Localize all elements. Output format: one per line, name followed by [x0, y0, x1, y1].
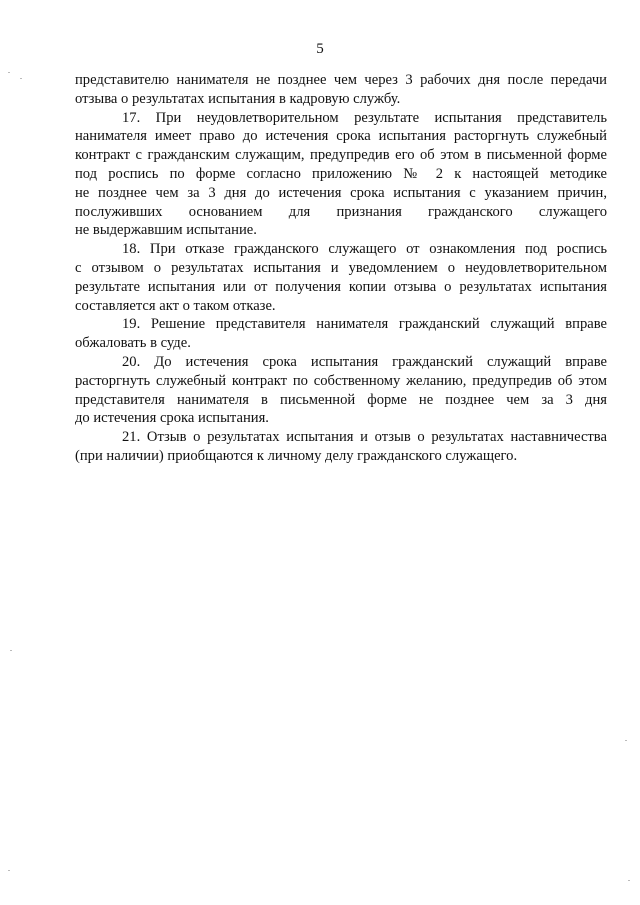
text-line: под роспись по форме согласно приложению № 2 к настоящей методике	[75, 165, 607, 182]
text-line: обжаловать в суде.	[75, 335, 191, 352]
paragraph-18	[75, 240, 607, 315]
text-line: результате испытания или от получения копии отзыва о результатах испытания	[75, 278, 607, 295]
text-line: не позднее чем за 3 дня до истечения срока испытания с указанием причин,	[75, 184, 607, 201]
document-body	[75, 71, 607, 466]
scan-speck	[10, 650, 12, 651]
text-line: представителю нанимателя не позднее чем через 3 рабочих дня после передачи	[75, 72, 607, 88]
scan-speck	[628, 880, 630, 881]
text-line: с отзывом о результатах испытания и уведомлением о неудовлетворительном	[75, 259, 607, 276]
text-line: не выдержавшим испытание.	[75, 222, 257, 239]
scan-speck	[625, 740, 627, 741]
scan-speck	[8, 870, 10, 871]
text-line: 18. При отказе гражданского служащего от ознакомления под роспись	[122, 241, 607, 258]
text-line: расторгнуть служебный контракт по собственному желанию, предупредив об этом	[75, 372, 607, 389]
paragraph-17	[75, 109, 607, 241]
paragraph-16-continuation	[75, 71, 607, 109]
text-line: представителя нанимателя в письменной форме не позднее чем за 3 дня	[75, 391, 607, 408]
page-number: 5	[316, 41, 324, 57]
text-line: нанимателя имеет право до истечения срока испытания расторгнуть служебный	[75, 128, 607, 145]
paragraph-19	[75, 315, 607, 353]
paragraph-21	[75, 428, 607, 466]
text-line: контракт с гражданским служащим, предупредив его об этом в письменной форме	[75, 147, 607, 164]
text-line: 17. При неудовлетворительном результате испытания представитель	[122, 109, 607, 126]
text-line: отзыва о результатах испытания в кадровую службу.	[75, 90, 401, 107]
scan-speck	[20, 78, 22, 79]
text-line: составляется акт о таком отказе.	[75, 297, 276, 314]
text-line: (при наличии) приобщаются к личному делу гражданского служащего.	[75, 447, 518, 464]
scan-speck	[8, 72, 10, 73]
text-line: 21. Отзыв о результатах испытания и отзыв о результатах наставничества	[122, 429, 607, 446]
text-line: до истечения срока испытания.	[75, 410, 269, 427]
paragraph-20	[75, 353, 607, 428]
text-line: 19. Решение представителя нанимателя гражданский служащий вправе	[122, 316, 607, 333]
text-line: 20. До истечения срока испытания гражданский служащий вправе	[122, 353, 607, 370]
text-line: послуживших основанием для признания гражданского служащего	[75, 203, 607, 220]
